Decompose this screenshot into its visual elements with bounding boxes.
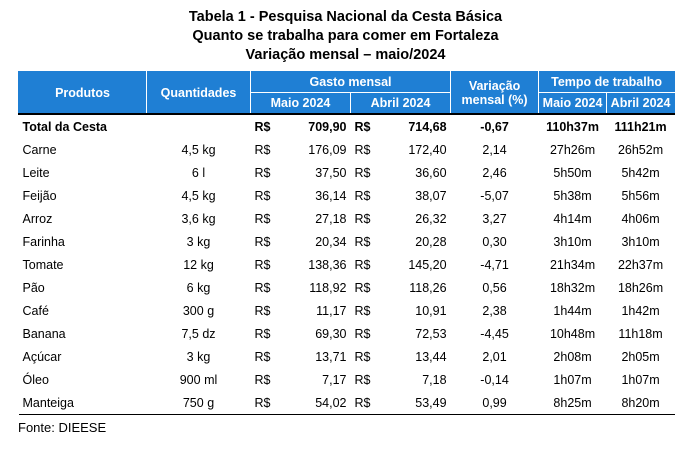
cell-gasto-abril: 118,26	[409, 280, 447, 295]
cell-tempo-abril: 111h21m	[607, 114, 675, 138]
source-note: Fonte: DIEESE	[18, 420, 107, 435]
cell-gasto-abril: 10,91	[415, 303, 447, 318]
cell-currency-maio: R$	[254, 188, 271, 203]
cell-currency-maio: R$	[254, 326, 271, 341]
cell-quantidade: 7,5 dz	[181, 326, 216, 341]
cell-quantidade: 12 kg	[183, 257, 214, 272]
table-row	[19, 230, 675, 253]
title-line-2: Quanto se trabalha para comer em Fortaleza	[192, 28, 499, 44]
title-line-3: Variação mensal – maio/2024	[245, 47, 446, 63]
cell-gasto-maio: 138,36	[308, 257, 347, 272]
cell-currency-maio: R$	[254, 211, 271, 226]
table-row	[19, 253, 675, 276]
cell-variacao: -5,07	[480, 188, 509, 203]
cell-currency-maio: R$	[254, 349, 271, 364]
cell-variacao: -4,71	[480, 257, 509, 272]
cell-produto: Feijão	[22, 188, 57, 203]
cell-gasto-abril: 172,40	[408, 142, 447, 157]
column-header-tempo-maio: Maio 2024	[539, 93, 607, 115]
cell-tempo-maio: 18h32m	[549, 280, 596, 295]
cell-quantidade: 4,5 kg	[181, 142, 216, 157]
cell-variacao: 2,38	[482, 303, 507, 318]
cell-tempo-abril: 1h42m	[621, 303, 660, 318]
cell-gasto-abril: 20,28	[415, 234, 447, 249]
cell-quantidade: 6 l	[191, 165, 206, 180]
cell-currency-abril: R$	[354, 280, 371, 295]
cell-tempo-maio: 5h50m	[553, 165, 592, 180]
cell-currency-abril: R$	[354, 211, 371, 226]
cell-tempo-abril: 22h37m	[617, 257, 664, 272]
cell-variacao: 2,01	[482, 349, 507, 364]
cell-produto: Leite	[22, 165, 50, 180]
cell-gasto-abril: 53,49	[375, 391, 451, 415]
cell-tempo-abril: 8h20m	[607, 391, 675, 415]
cell-currency-abril: R$	[354, 234, 371, 249]
cell-quantidade: 900 ml	[179, 372, 218, 387]
cell-quantidade: 6 kg	[186, 280, 211, 295]
title-line-1: Tabela 1 - Pesquisa Nacional da Cesta Básica	[188, 9, 503, 25]
column-header-quantidades: Quantidades	[147, 72, 251, 115]
cell-tempo-abril: 1h07m	[621, 372, 660, 387]
cell-produto: Tomate	[22, 257, 64, 272]
cell-currency-abril: R$	[351, 391, 375, 415]
cell-tempo-maio: 2h08m	[553, 349, 592, 364]
table-row	[19, 138, 675, 161]
cell-gasto-maio: 176,09	[308, 142, 347, 157]
cell-gasto-abril: 26,32	[415, 211, 447, 226]
cell-tempo-maio: 8h25m	[539, 391, 607, 415]
cell-gasto-maio: 36,14	[315, 188, 347, 203]
cell-currency-abril: R$	[354, 303, 371, 318]
cell-tempo-abril: 4h06m	[621, 211, 660, 226]
cell-tempo-abril: 11h18m	[618, 326, 663, 341]
cell-gasto-abril: 38,07	[415, 188, 447, 203]
cell-tempo-maio: 110h37m	[539, 114, 607, 138]
cell-produto: Carne	[22, 142, 57, 157]
cell-gasto-maio: 54,02	[275, 391, 351, 415]
cell-tempo-maio: 1h44m	[553, 303, 592, 318]
cell-quantidade: 750 g	[147, 391, 251, 415]
cesta-basica-table	[18, 71, 675, 415]
table-row	[19, 184, 675, 207]
column-header-produtos: Produtos	[19, 72, 147, 115]
cell-variacao: -0,14	[480, 372, 509, 387]
cell-produto: Farinha	[22, 234, 65, 249]
table-row	[19, 114, 675, 138]
cell-tempo-maio: 5h38m	[553, 188, 592, 203]
cell-gasto-abril: 36,60	[415, 165, 447, 180]
cell-variacao: -0,67	[451, 114, 539, 138]
cell-gasto-abril: 13,44	[415, 349, 447, 364]
column-header-tempo-abril: Abril 2024	[607, 93, 675, 115]
table-row	[19, 322, 675, 345]
cell-currency-abril: R$	[354, 142, 371, 157]
cell-quantidade: 3,6 kg	[181, 211, 216, 226]
cell-currency-abril: R$	[354, 165, 371, 180]
cell-tempo-maio: 3h10m	[553, 234, 592, 249]
cell-quantidade	[147, 114, 251, 138]
cell-tempo-abril: 18h26m	[617, 280, 664, 295]
cell-produto: Café	[22, 303, 49, 318]
table-row	[19, 276, 675, 299]
cell-produto: Óleo	[22, 372, 49, 387]
cell-variacao: -4,45	[480, 326, 509, 341]
cell-currency-abril: R$	[354, 257, 371, 272]
cell-gasto-maio: 118,92	[309, 280, 347, 295]
cell-gasto-maio: 37,50	[315, 165, 347, 180]
cell-gasto-maio: 27,18	[315, 211, 347, 226]
cell-currency-maio: R$	[254, 303, 271, 318]
cell-gasto-maio: 11,17	[316, 303, 347, 318]
cell-produto: Pão	[22, 280, 45, 295]
table-row	[19, 207, 675, 230]
cell-gasto-maio: 20,34	[315, 234, 347, 249]
column-group-header-tempo-trabalho: Tempo de trabalho	[539, 72, 675, 93]
cell-variacao: 0,56	[482, 280, 507, 295]
cell-currency-maio: R$	[254, 142, 271, 157]
column-header-variacao-mensal: Variação mensal (%)	[451, 72, 539, 115]
cell-variacao: 2,46	[482, 165, 507, 180]
cell-quantidade: 300 g	[182, 303, 215, 318]
table-row	[19, 368, 675, 391]
cell-currency-maio: R$	[254, 372, 271, 387]
cell-currency-abril: R$	[354, 372, 371, 387]
cell-currency-abril: R$	[351, 114, 375, 138]
cell-currency-abril: R$	[354, 326, 371, 341]
table-row	[19, 161, 675, 184]
cell-variacao: 0,99	[451, 391, 539, 415]
cell-currency-maio: R$	[251, 391, 275, 415]
cell-tempo-abril: 3h10m	[621, 234, 660, 249]
cell-produto: Arroz	[22, 211, 53, 226]
table-row	[19, 391, 675, 415]
table-body	[19, 114, 675, 415]
column-header-gasto-abril: Abril 2024	[351, 93, 451, 115]
cell-produto: Açúcar	[22, 349, 62, 364]
page-title	[18, 8, 673, 65]
cell-tempo-abril: 2h05m	[621, 349, 660, 364]
table-row	[19, 345, 675, 368]
cell-gasto-maio: 69,30	[315, 326, 347, 341]
cell-variacao: 0,30	[482, 234, 507, 249]
cell-produto: Banana	[22, 326, 66, 341]
cell-tempo-maio: 10h48m	[549, 326, 596, 341]
table-header-row-1	[19, 72, 675, 93]
cell-currency-maio: R$	[254, 234, 271, 249]
cell-tempo-abril: 5h56m	[621, 188, 660, 203]
column-header-gasto-maio: Maio 2024	[251, 93, 351, 115]
cell-gasto-maio: 709,90	[275, 114, 351, 138]
cell-tempo-maio: 27h26m	[549, 142, 596, 157]
cell-produto: Total da Cesta	[19, 114, 147, 138]
cell-quantidade: 4,5 kg	[181, 188, 216, 203]
cell-variacao: 2,14	[482, 142, 507, 157]
cell-variacao: 3,27	[482, 211, 507, 226]
cell-produto: Manteiga	[19, 391, 147, 415]
cell-tempo-maio: 21h34m	[549, 257, 596, 272]
cell-currency-maio: R$	[254, 280, 271, 295]
cell-quantidade: 3 kg	[186, 349, 211, 364]
cell-currency-abril: R$	[354, 349, 371, 364]
cell-gasto-abril: 145,20	[408, 257, 447, 272]
cell-tempo-maio: 4h14m	[553, 211, 592, 226]
table-row	[19, 299, 675, 322]
cell-gasto-maio: 13,71	[315, 349, 347, 364]
column-group-header-gasto-mensal: Gasto mensal	[251, 72, 451, 93]
cell-gasto-abril: 714,68	[375, 114, 451, 138]
cell-gasto-abril: 72,53	[415, 326, 447, 341]
cell-gasto-abril: 7,18	[422, 372, 447, 387]
cell-tempo-abril: 26h52m	[617, 142, 664, 157]
cell-tempo-maio: 1h07m	[553, 372, 592, 387]
cell-currency-abril: R$	[354, 188, 371, 203]
cell-gasto-maio: 7,17	[322, 372, 347, 387]
cell-currency-maio: R$	[251, 114, 275, 138]
cell-currency-maio: R$	[254, 257, 271, 272]
cell-tempo-abril: 5h42m	[621, 165, 660, 180]
cell-currency-maio: R$	[254, 165, 271, 180]
cell-quantidade: 3 kg	[186, 234, 211, 249]
